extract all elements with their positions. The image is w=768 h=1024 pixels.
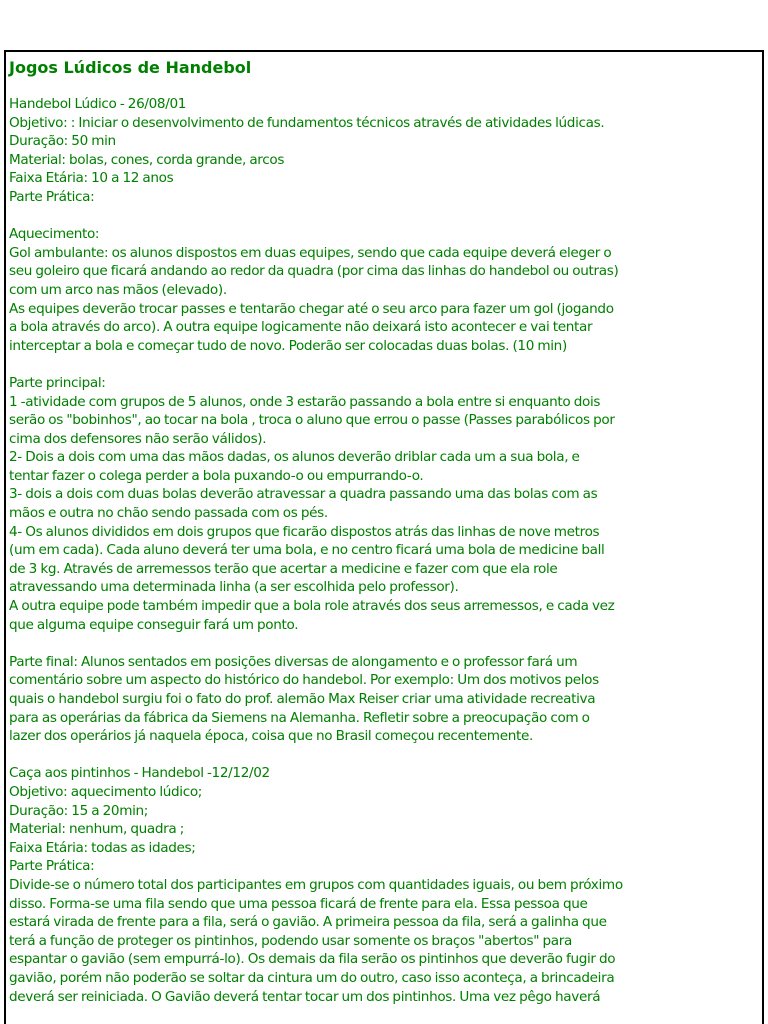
spacer bbox=[9, 634, 761, 653]
section-caca-aos-pintinhos bbox=[9, 764, 761, 1006]
spacer bbox=[9, 355, 761, 374]
activity-header bbox=[9, 95, 761, 207]
paragraph-line: quais o handebol surgiu foi o fato do prof. alemão Max Reiser criar uma atividade recreativa bbox=[9, 691, 596, 707]
paragraph-line: com um arco nas mãos (elevado). bbox=[9, 281, 227, 298]
main-part-heading: Parte principal: bbox=[9, 374, 106, 391]
section-handebol-ludico bbox=[9, 95, 761, 746]
paragraph-line: tentar fazer o colega perder a bola puxando-o ou empurrando-o. bbox=[9, 467, 424, 484]
paragraph-line: atravessando uma determinada linha (a ser escolhida pelo professor). bbox=[9, 579, 459, 596]
age-range-line: Faixa Etária: 10 a 12 anos bbox=[9, 170, 174, 187]
final-part-paragraph bbox=[9, 653, 761, 746]
paragraph-line: lazer dos operários já naquela época, coisa que no Brasil começou recentemente. bbox=[9, 728, 533, 745]
practical-part-label: Parte Prática: bbox=[9, 188, 95, 205]
material-line: Material: bolas, cones, corda grande, arcos bbox=[9, 151, 285, 168]
warmup-heading: Aquecimento: bbox=[9, 226, 100, 243]
activity-header bbox=[9, 764, 761, 876]
document-title: Jogos Lúdicos de Handebol bbox=[9, 58, 252, 77]
paragraph-line: cima dos defensores não serão válidos). bbox=[9, 430, 267, 447]
spacer bbox=[9, 207, 761, 226]
paragraph-line: (um em cada). Cada aluno deverá ter uma bola, e no centro ficará uma bola de medicine ball bbox=[9, 542, 605, 559]
paragraph-line: de 3 kg. Através de arremessos terão que acertar a medicine e fazer com que ela role bbox=[9, 560, 558, 577]
warmup-paragraph bbox=[9, 225, 761, 355]
paragraph-line: Parte final: Alunos sentados em posições diversas de alongamento e o professor fará um bbox=[9, 653, 578, 670]
paragraph-line: mãos e outra no chão sendo passada com os pés. bbox=[9, 505, 328, 522]
paragraph-line: deverá ser reiniciada. O Gavião deverá tentar tocar um dos pintinhos. Uma vez pêgo haverá bbox=[9, 988, 601, 1005]
paragraph-line: gavião, porém não poderão se soltar da cintura um do outro, caso isso aconteça, a brincadeira bbox=[9, 969, 615, 986]
paragraph-line: espantar o gavião (sem empurrá-lo). Os demais da fila serão os pintinhos que deverão fugir do bbox=[9, 951, 616, 968]
material-line: Material: nenhum, quadra ; bbox=[9, 821, 184, 838]
objective-line: Objetivo: aquecimento lúdico; bbox=[9, 783, 203, 800]
paragraph-line: terá a função de proteger os pintinhos, podendo usar somente os braços "abertos" para bbox=[9, 932, 572, 949]
paragraph-line: Gol ambulante: os alunos dispostos em duas equipes, sendo que cada equipe deverá eleger o bbox=[9, 244, 612, 261]
duration-line: Duração: 15 a 20min; bbox=[9, 802, 149, 819]
spacer bbox=[9, 746, 761, 765]
paragraph-line: A outra equipe pode também impedir que a bola role através dos seus arremessos, e cada vez bbox=[9, 598, 615, 615]
age-range-line: Faixa Etária: todas as idades; bbox=[9, 839, 196, 856]
paragraph-line: 4- Os alunos divididos em dois grupos que ficarão dispostos atrás das linhas de nove metros bbox=[9, 523, 600, 540]
paragraph-line: Divide-se o número total dos participantes em grupos com quantidades iguais, ou bem próximo bbox=[9, 876, 623, 893]
objective-line: Objetivo: : Iniciar o desenvolvimento de fundamentos técnicos através de atividades lúdicas. bbox=[9, 114, 605, 131]
paragraph-line: serão os "bobinhos", ao tocar na bola , troca o aluno que errou o passe (Passes parabólicos por bbox=[9, 412, 615, 429]
paragraph-line: para as operárias da fábrica da Siemens na Alemanha. Refletir sobre a preocupação com o bbox=[9, 709, 590, 726]
document-body bbox=[9, 57, 761, 1006]
paragraph-line: 3- dois a dois com duas bolas deverão atravessar a quadra passando uma das bolas com as bbox=[9, 486, 598, 503]
activity-title: Handebol Lúdico - 26/08/01 bbox=[9, 96, 187, 112]
paragraph-line: comentário sobre um aspecto do histórico do handebol. Por exemplo: Um dos motivos pelos bbox=[9, 672, 599, 689]
paragraph-line: As equipes deverão trocar passes e tentarão chegar até o seu arco para fazer um gol (jogando bbox=[9, 300, 614, 317]
paragraph-line: interceptar a bola e começar tudo de novo. Poderão ser colocadas duas bolas. (10 min) bbox=[9, 337, 567, 354]
paragraph-line: que alguma equipe conseguir fará um ponto. bbox=[9, 616, 299, 633]
paragraph-line: a bola através do arco). A outra equipe logicamente não deixará isto acontecer e vai tentar bbox=[9, 319, 593, 336]
main-part-paragraph bbox=[9, 374, 761, 634]
activity-title: Caça aos pintinhos - Handebol -12/12/02 bbox=[9, 765, 270, 782]
duration-line: Duração: 50 min bbox=[9, 133, 116, 150]
practical-part-label: Parte Prática: bbox=[9, 858, 95, 875]
paragraph-line: seu goleiro que ficará andando ao redor da quadra (por cima das linhas do handebol ou outras) bbox=[9, 263, 619, 280]
paragraph-line: estará virada de frente para a fila, será o gavião. A primeira pessoa da fila, será a galinha que bbox=[9, 914, 607, 931]
paragraph-line: disso. Forma-se uma fila sendo que uma pessoa ficará de frente para ela. Essa pessoa que bbox=[9, 895, 588, 912]
paragraph-line: 2- Dois a dois com uma das mãos dadas, os alunos deverão driblar cada um a sua bola, e bbox=[9, 449, 580, 466]
paragraph-line: 1 -atividade com grupos de 5 alunos, onde 3 estarão passando a bola entre si enquanto dois bbox=[9, 393, 601, 410]
game-description-paragraph bbox=[9, 876, 761, 1006]
